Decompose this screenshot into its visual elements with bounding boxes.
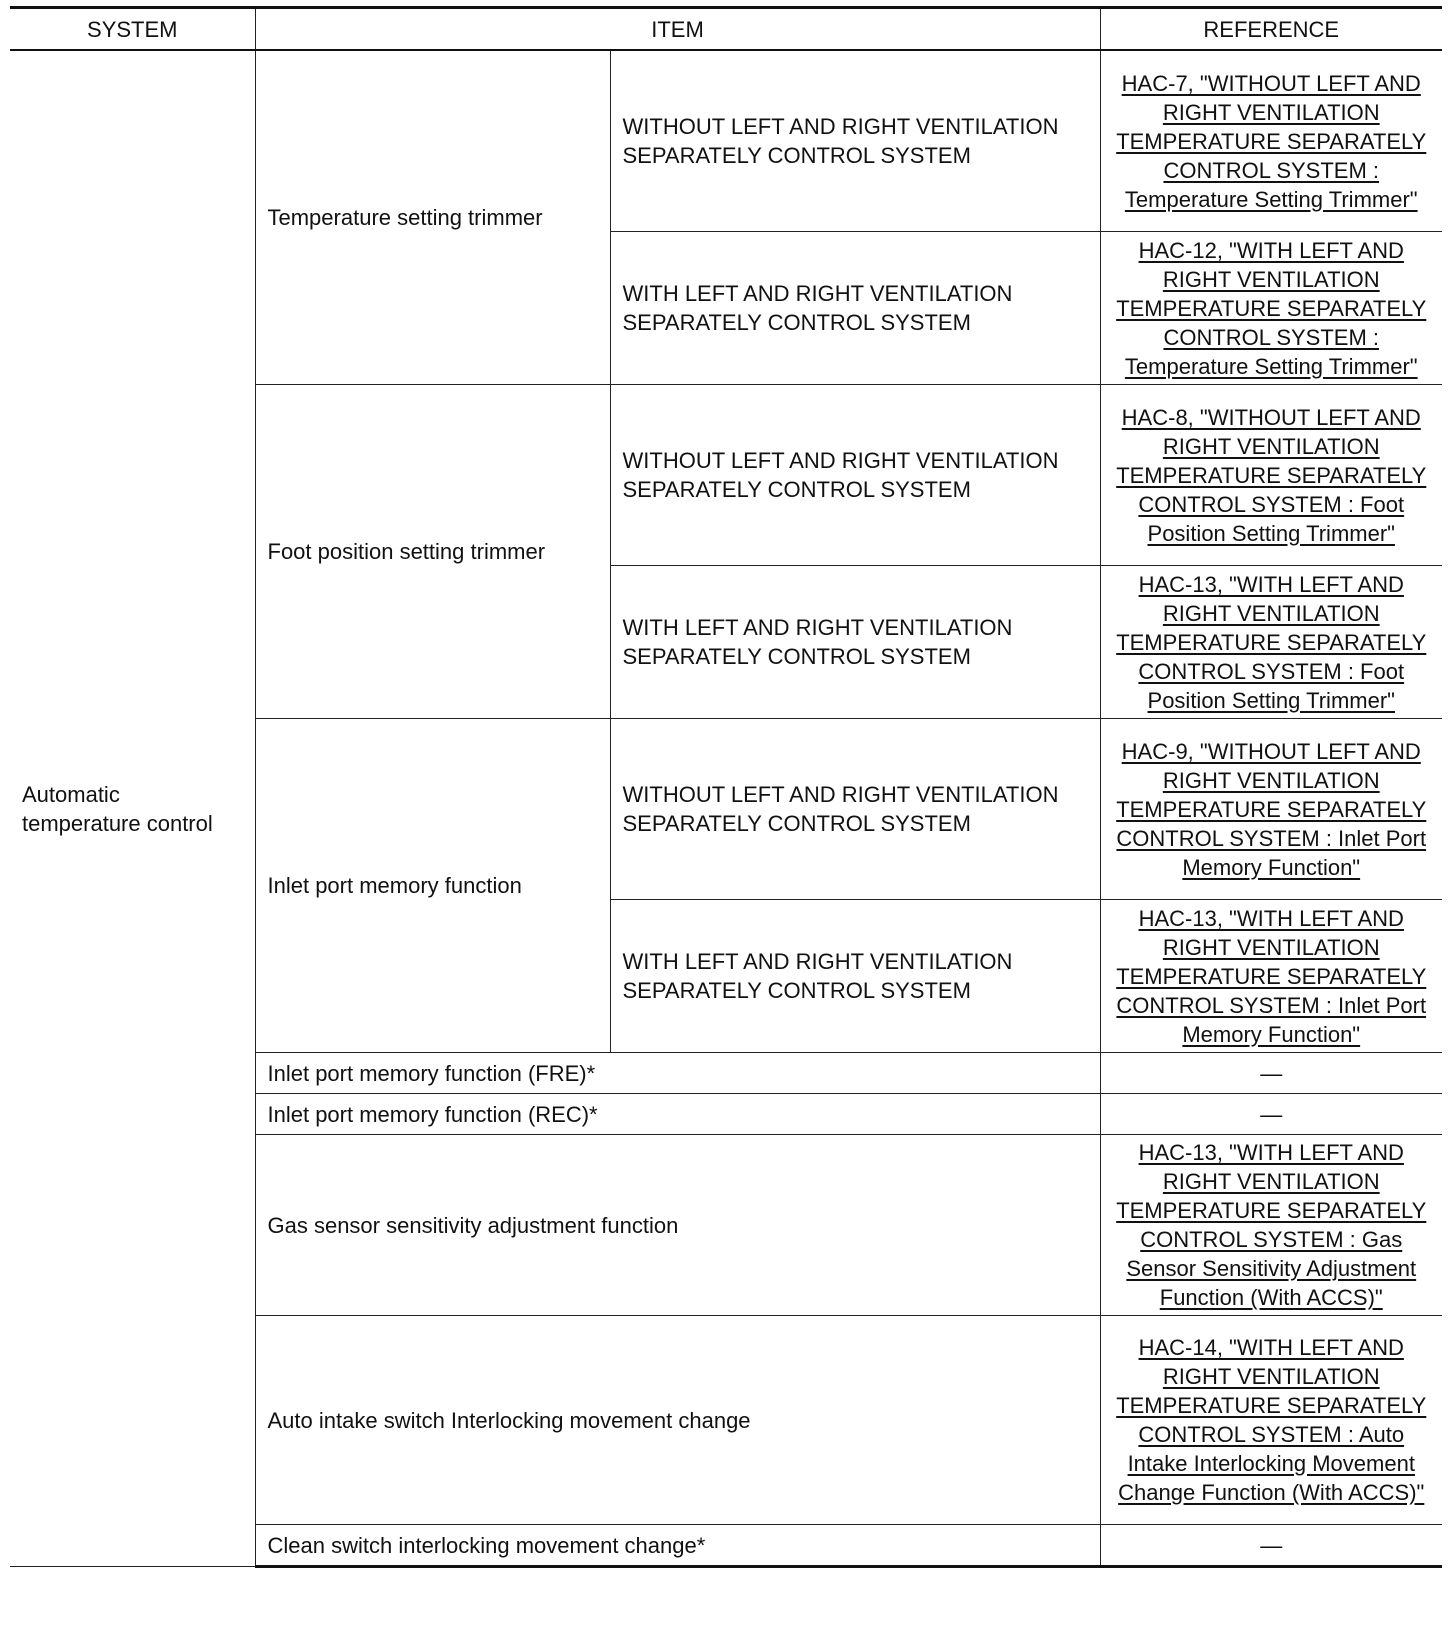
reference-link[interactable]: HAC-13, "WITH LEFT AND RIGHT VENTILATION TEMPERATURE SEPARATELY CONTROL SYSTEM : Inlet Port Memory Function" [1116, 905, 1427, 1047]
item-cell: Temperature setting trimmer [255, 50, 610, 385]
sub-item-cell: WITHOUT LEFT AND RIGHT VENTILATION SEPARATELY CONTROL SYSTEM [610, 719, 1100, 900]
reference-link[interactable]: HAC-13, "WITH LEFT AND RIGHT VENTILATION TEMPERATURE SEPARATELY CONTROL SYSTEM : Gas Sensor Sensitivity Adjustment Function (With ACCS)" [1116, 1140, 1427, 1310]
reference-cell [1100, 232, 1442, 385]
header-system: SYSTEM [10, 8, 255, 51]
reference-link[interactable]: HAC-7, "WITHOUT LEFT AND RIGHT VENTILATION TEMPERATURE SEPARATELY CONTROL SYSTEM : Temperature Setting Trimmer" [1116, 70, 1427, 212]
reference-cell [1100, 1316, 1442, 1525]
reference-cell [1100, 719, 1442, 900]
reference-cell: — [1100, 1094, 1442, 1135]
header-row [10, 8, 1442, 51]
item-cell: Foot position setting trimmer [255, 385, 610, 719]
reference-cell [1100, 566, 1442, 719]
sub-item-cell: WITH LEFT AND RIGHT VENTILATION SEPARATELY CONTROL SYSTEM [610, 232, 1100, 385]
reference-link[interactable]: HAC-9, "WITHOUT LEFT AND RIGHT VENTILATION TEMPERATURE SEPARATELY CONTROL SYSTEM : Inlet Port Memory Function" [1116, 738, 1427, 880]
reference-link[interactable]: HAC-8, "WITHOUT LEFT AND RIGHT VENTILATION TEMPERATURE SEPARATELY CONTROL SYSTEM : Foot Position Setting Trimmer" [1116, 404, 1427, 546]
sub-item-cell: WITHOUT LEFT AND RIGHT VENTILATION SEPARATELY CONTROL SYSTEM [610, 385, 1100, 566]
reference-link[interactable]: HAC-14, "WITH LEFT AND RIGHT VENTILATION TEMPERATURE SEPARATELY CONTROL SYSTEM : Auto Intake Interlocking Movement Change Function (With ACCS)" [1116, 1335, 1427, 1505]
item-cell: Auto intake switch Interlocking movement change [255, 1316, 1100, 1525]
sub-item-cell: WITH LEFT AND RIGHT VENTILATION SEPARATELY CONTROL SYSTEM [610, 566, 1100, 719]
item-cell: Inlet port memory function (REC)* [255, 1094, 1100, 1135]
reference-cell [1100, 50, 1442, 232]
system-cell: Automatic temperature control [10, 50, 255, 1567]
reference-link[interactable]: HAC-12, "WITH LEFT AND RIGHT VENTILATION TEMPERATURE SEPARATELY CONTROL SYSTEM : Temperature Setting Trimmer" [1116, 237, 1427, 379]
header-reference: REFERENCE [1100, 8, 1442, 51]
item-cell: Inlet port memory function [255, 719, 610, 1053]
reference-table [10, 6, 1442, 1568]
reference-cell [1100, 900, 1442, 1053]
reference-cell [1100, 385, 1442, 566]
header-item: ITEM [255, 8, 1100, 51]
item-cell: Gas sensor sensitivity adjustment function [255, 1135, 1100, 1316]
reference-cell [1100, 1135, 1442, 1316]
item-cell: Clean switch interlocking movement change* [255, 1525, 1100, 1567]
sub-item-cell: WITH LEFT AND RIGHT VENTILATION SEPARATELY CONTROL SYSTEM [610, 900, 1100, 1053]
reference-cell: — [1100, 1525, 1442, 1567]
sub-item-cell: WITHOUT LEFT AND RIGHT VENTILATION SEPARATELY CONTROL SYSTEM [610, 50, 1100, 232]
table-row [10, 50, 1442, 232]
reference-cell: — [1100, 1053, 1442, 1094]
item-cell: Inlet port memory function (FRE)* [255, 1053, 1100, 1094]
reference-link[interactable]: HAC-13, "WITH LEFT AND RIGHT VENTILATION TEMPERATURE SEPARATELY CONTROL SYSTEM : Foot Position Setting Trimmer" [1116, 571, 1427, 713]
